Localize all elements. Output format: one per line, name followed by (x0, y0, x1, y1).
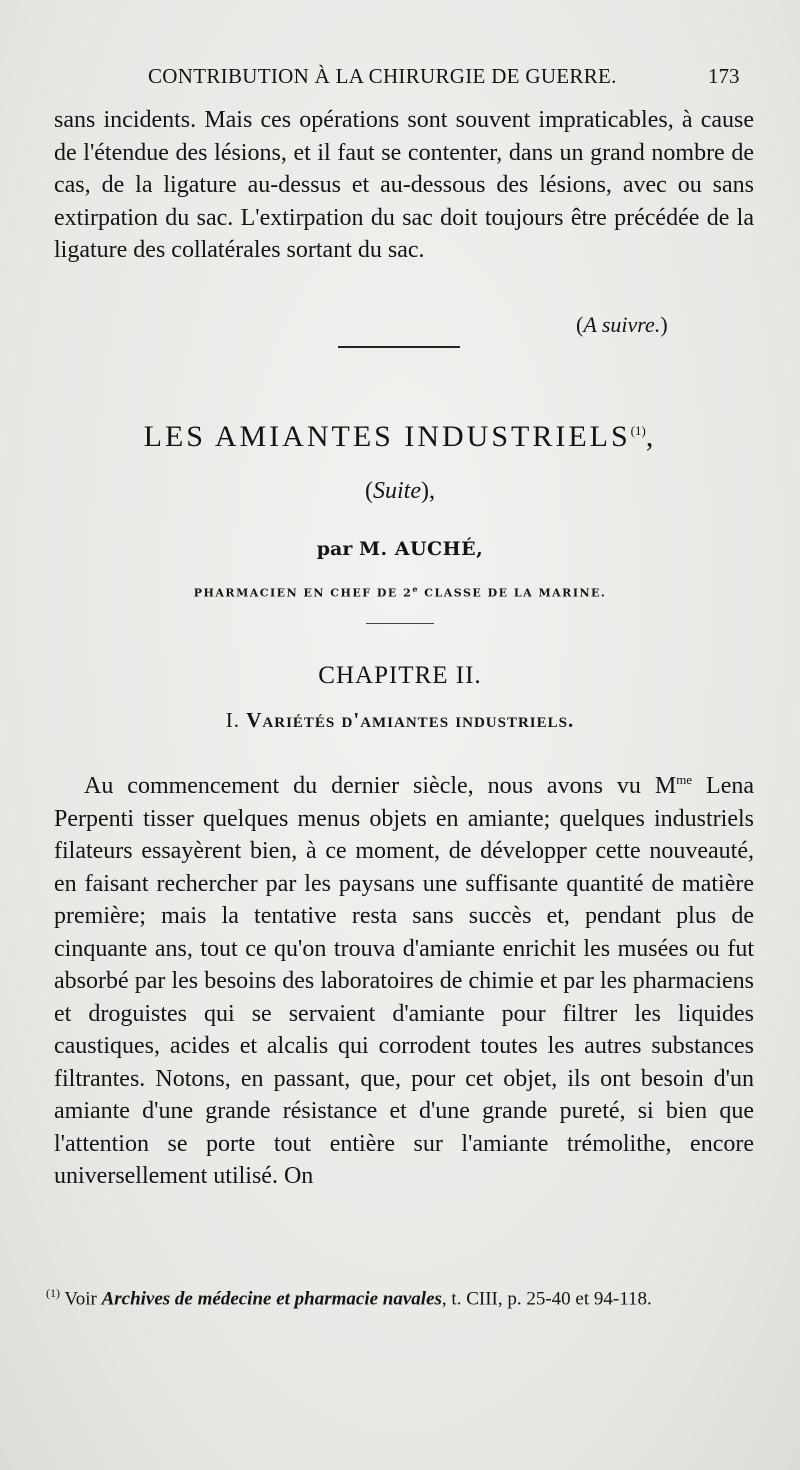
section-number: I. (225, 708, 240, 732)
article-title (0, 420, 800, 454)
title-footnote-ref[interactable]: (1) (630, 423, 646, 438)
to-be-continued-text: A suivre. (583, 312, 661, 337)
previous-article-closing (54, 104, 754, 267)
author-prefix: par (316, 538, 353, 560)
affiliation-sup: e (412, 584, 419, 594)
paragraph-rest: Lena Perpenti tisser quelques menus objets en amiante; quelques industriels filateurs essayèrent bien, à ce moment, de développer cette nouveauté, en faisant rechercher par les paysans une suffisante quantité de matière première; mais la tentative resta sans succès et, pendant plus de cinquante ans, tout ce qu'on trouva d'amiante enrichit les musées ou fut absorbé par les besoins des laboratoires de chimie et par les pharmaciens et droguistes qui se servaient d'amiante pour filtrer les liquides caustiques, acides et alcalis qui corrodent toutes les autres substances filtrantes. Notons, en passant, que, pour cet objet, ils ont besoin d'un amiante d'une grande résistance et d'une grande pureté, si bien que l'attention se porte tout entière sur l'amiante trémolithe, encore universellement utilisé. On (54, 773, 754, 1189)
short-separator-rule (366, 623, 434, 624)
author-line (0, 538, 800, 560)
author-name: M. AUCHÉ, (358, 538, 484, 560)
to-be-continued-note: (A suivre.) (576, 312, 668, 337)
author-affiliation (0, 584, 800, 600)
article-title-text: LES AMIANTES INDUSTRIELS (143, 420, 631, 453)
body-paragraph (54, 764, 754, 1193)
footnote (46, 1278, 758, 1314)
affiliation-after: CLASSE DE LA MARINE. (418, 586, 607, 600)
section-heading (0, 708, 800, 733)
page-number: 173 (708, 64, 740, 88)
article-subtitle: (Suite), (365, 478, 435, 504)
paragraph-sup: me (676, 772, 693, 787)
chapter-heading: CHAPITRE II. (318, 662, 482, 689)
closing-paragraph: sans incidents. Mais ces opérations sont souvent impraticables, à cause de l'étendue des lésions, et il faut se contenter, dans un grand nombre de cas, de la ligature au-dessus et au-dessous des lésions, avec ou sans extirpation du sac. L'extirpation du sac doit toujours être précédée de la ligature des collatérales sortant du sac. (54, 107, 754, 263)
article-subtitle-text: Suite (373, 478, 421, 504)
section-title: Variétés d'amiantes industriels. (246, 708, 575, 732)
article-separator-rule (338, 346, 460, 348)
footnote-journal: Archives de médecine et pharmacie navales (101, 1288, 442, 1310)
footnote-text-before: Voir (64, 1288, 102, 1310)
running-title: CONTRIBUTION À LA CHIRURGIE DE GUERRE. (148, 64, 617, 88)
article-body (54, 764, 754, 1193)
running-header (0, 60, 800, 96)
paragraph-start: Au commencement du dernier siècle, nous avons vu M (84, 773, 677, 799)
affiliation-before: PHARMACIEN EN CHEF DE 2 (193, 586, 413, 600)
footnote-text-after: , t. CIII, p. 25-40 et 94-118. (441, 1288, 652, 1310)
footnote-mark: (1) (46, 1286, 60, 1300)
title-suffix: , (645, 420, 657, 453)
